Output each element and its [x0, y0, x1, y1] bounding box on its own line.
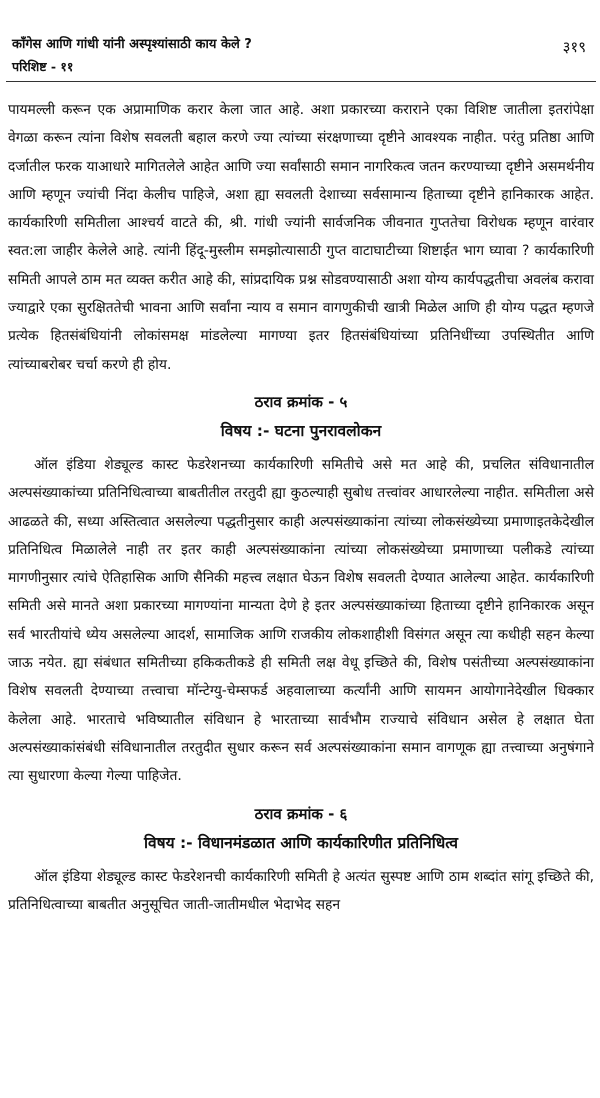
paragraph-continued: पायमल्ली करून एक अप्रामाणिक करार केला जात आहे. अशा प्रकारच्या कराराने एका विशिष्ट जातीला इतरांपेक्षा वेगळा करून त्यांना विशेष सवलती बहाल करणे ज्या त्यांच्या संरक्षणाच्या दृष्टीने आवश्यक नाहीत. परंतु प्रतिष्ठा आणि दर्जातील फरक याआधारे मागितलेले आहेत आणि ज्या सर्वांसाठी समान नागरिकत्व जतन करण्याच्या दृष्टीने असमर्थनीय आणि म्हणून ज्यांची निंदा केलीच पाहिजे, अशा ह्या सवलती देशाच्या सर्वसामान्य हिताच्या दृष्टीने हानिकारक आहेत. कार्यकारिणी समितीला आश्चर्य वाटते की, श्री. गांधी ज्यांनी सार्वजनिक जीवनात गुप्ततेचा विरोधक म्हणून वारंवार स्वत:ला जाहीर केलेले आहे. त्यांनी हिंदू-मुस्लीम समझोत्यासाठी गुप्त वाटाघाटीच्या शिष्टाईत भाग घ्यावा ? कार्यकारिणी समिती आपले ठाम मत व्यक्त करीत आहे की, सांप्रदायिक प्रश्न सोडवण्यासाठी अशा योग्य कार्यपद्धतीचा अवलंब करावा ज्याद्वारे एका सुरक्षिततेची भावना आणि सर्वांना न्याय व समान वागणुकीची खात्री मिळेल आणि ही योग्य पद्धत म्हणजे प्रत्येक हितसंबंधियांनी लोकांसमक्ष मांडलेल्या मागण्या इतर हितसंबंधियांच्या प्रतिनिधींच्या उपस्थितीत आणि त्यांच्याबरोबर चर्चा करणे ही होय.: [8, 102, 594, 373]
resolution-6-heading: ठराव क्रमांक - ६: [254, 804, 348, 823]
resolution-5-subject: विषय :- घटना पुनरावलोकन: [220, 421, 382, 440]
resolution-5-paragraph: ऑल इंडिया शेड्यूल्ड कास्ट फेडरेशनच्या कार्यकारिणी समितीचे असे मत आहे की, प्रचलित संविधानातील अल्पसंख्याकांच्या प्रतिनिधित्वाच्या बाबतीतील तरतुदी ह्या कुठल्याही सुबोध तत्त्वांवर आधारलेल्या नाहीत. समितीला असे आढळते की, सध्या अस्तित्वात असलेल्या पद्धतीनुसार काही अल्पसंख्याकांना त्यांच्या लोकसंख्येच्या प्रमाणाइतकेदेखील प्रतिनिधित्व मिळालेले नाही तर इतर काही अल्पसंख्याकांना त्यांच्या लोकसंख्येच्या प्रमाणाच्या पलीकडे त्यांच्या मागणीनुसार त्यांचे ऐतिहासिक आणि सैनिकी महत्त्व लक्षात घेऊन विशेष सवलती देण्यात आलेल्या आहेत. कार्यकारिणी समिती असे मानते अशा प्रकारच्या मागण्यांना मान्यता देणे हे इतर अल्पसंख्याकांच्या हिताच्या दृष्टीने हानिकारक असून सर्व भारतीयांचे ध्येय असलेल्या आदर्श, सामाजिक आणि राजकीय लोकशाहीशी विसंगत असून त्या कधीही सहन केल्या जाऊ नयेत. ह्या संबंधात समितीच्या हकिकतीकडे ही समिती लक्ष वेधू इच्छिते की, विशेष पसंतीच्या अल्पसंख्याकांना विशेष सवलती देण्याच्या तत्त्वाचा मॉन्टेग्यु-चेम्सफर्ड अहवालाच्या कर्त्यांनी आणि सायमन आयोगानेदेखील धिक्कार केलेला आहे. भारताचे भविष्यातील संविधान हे भारताच्या सार्वभौम राज्याचे संविधान असेल हे लक्षात घेता अल्पसंख्याकांसंबंधी संविधानातील तरतुदीत सुधार करून सर्व अल्पसंख्याकांना समान वागणूक ह्या तत्त्वाच्या अनुषंगाने त्या सुधारणा केल्या गेल्या पाहिजेत.: [8, 456, 594, 785]
body-text: [8, 96, 594, 919]
appendix-label: परिशिष्ट - ११: [12, 59, 74, 74]
resolution-6-subject: विषय :- विधानमंडळात आणि कार्यकारिणीत प्रतिनिधित्व: [143, 833, 459, 852]
running-title: कॉंगेस आणि गांधी यांनी अस्पृश्यांसाठी काय केले ?: [12, 37, 252, 52]
header-rule: [6, 81, 596, 82]
resolution-6-paragraph: ऑल इंडिया शेड्यूल्ड कास्ट फेडरेशनची कार्यकारिणी समिती हे अत्यंत सुस्पष्ट आणि ठाम शब्दांत सांगू इच्छिते की, प्रतिनिधित्वाच्या बाबतीत अनुसूचित जाती-जातीमधील भेदाभेद सहन: [8, 868, 594, 913]
page-number: ३१९: [562, 38, 586, 56]
resolution-5-heading: ठराव क्रमांक - ५: [254, 392, 348, 411]
